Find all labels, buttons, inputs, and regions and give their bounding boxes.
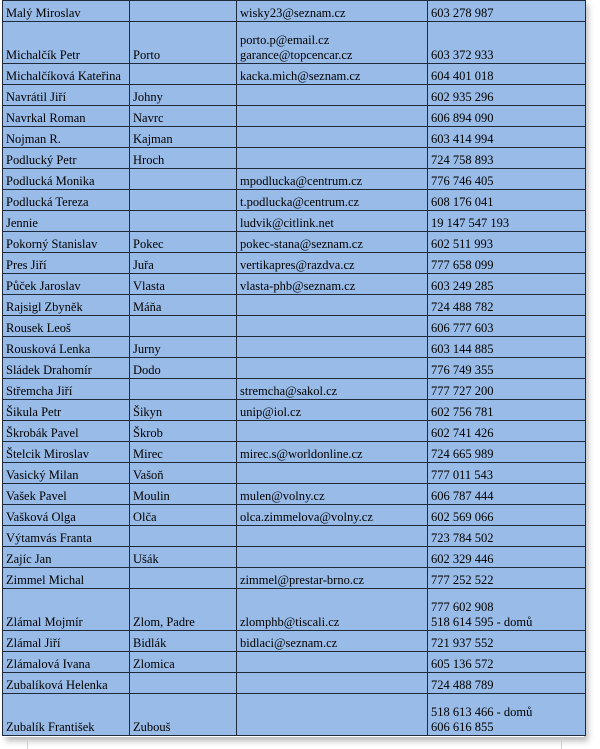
name-cell: Michalčík Petr <box>3 22 130 64</box>
phone-line: 19 147 547 193 <box>431 216 510 230</box>
email-cell <box>237 148 428 169</box>
name-cell: Malý Miroslav <box>3 1 130 22</box>
phone-cell <box>428 274 586 295</box>
phone-line: 606 616 855 <box>431 720 494 734</box>
name-cell: Vašková Olga <box>3 505 130 526</box>
phone-line: 518 614 595 - domů <box>431 615 533 629</box>
phone-line: 606 777 603 <box>431 321 494 335</box>
phone-cell <box>428 358 586 379</box>
table-row <box>3 190 586 211</box>
email-line: wisky23@seznam.cz <box>240 6 346 20</box>
name-cell: Pres Jiří <box>3 253 130 274</box>
email-cell <box>237 127 428 148</box>
email-line: garance@topcencar.cz <box>240 48 353 62</box>
phone-cell <box>428 148 586 169</box>
table-row <box>3 274 586 295</box>
name-cell: Zubalíková Helenka <box>3 673 130 694</box>
email-cell <box>237 106 428 127</box>
name-cell: Podlucká Tereza <box>3 190 130 211</box>
phone-line: 776 749 355 <box>431 363 494 377</box>
email-line: unip@iol.cz <box>240 405 302 419</box>
email-line: mirec.s@worldonline.cz <box>240 447 363 461</box>
table-row <box>3 547 586 568</box>
phone-line: 724 488 782 <box>431 300 494 314</box>
name-cell: Zubalík František <box>3 694 130 736</box>
phone-line: 518 613 466 - domů <box>431 705 533 719</box>
table-row <box>3 22 586 64</box>
email-cell <box>237 652 428 673</box>
phone-cell <box>428 253 586 274</box>
phone-cell <box>428 463 586 484</box>
email-cell <box>237 295 428 316</box>
nick-cell: Bidlák <box>130 631 237 652</box>
nick-cell <box>130 169 237 190</box>
name-cell: Sládek Drahomír <box>3 358 130 379</box>
phone-line: 724 665 989 <box>431 447 494 461</box>
phone-cell <box>428 484 586 505</box>
nick-cell: Zlom, Padre <box>130 589 237 631</box>
phone-cell <box>428 64 586 85</box>
phone-line: 724 758 893 <box>431 153 494 167</box>
table-row <box>3 358 586 379</box>
email-line: olca.zimmelova@volny.cz <box>240 510 373 524</box>
email-line: pokec-stana@seznam.cz <box>240 237 363 251</box>
phone-cell <box>428 442 586 463</box>
name-cell: Podlucká Monika <box>3 169 130 190</box>
table-row <box>3 673 586 694</box>
phone-line: 603 372 933 <box>431 48 494 62</box>
phone-cell <box>428 295 586 316</box>
name-cell: Navrátil Jiří <box>3 85 130 106</box>
phone-line: 605 136 572 <box>431 657 494 671</box>
phone-line: 603 144 885 <box>431 342 494 356</box>
nick-cell: Šikyn <box>130 400 237 421</box>
table-row <box>3 106 586 127</box>
table-row <box>3 379 586 400</box>
phone-line: 721 937 552 <box>431 636 494 650</box>
table-row <box>3 169 586 190</box>
email-line: kacka.mich@seznam.cz <box>240 69 361 83</box>
phone-cell <box>428 526 586 547</box>
nick-cell: Mirec <box>130 442 237 463</box>
email-cell <box>237 694 428 736</box>
nick-cell: Kajman <box>130 127 237 148</box>
name-cell: Michalčíková Kateřina <box>3 64 130 85</box>
name-cell: Pokorný Stanislav <box>3 232 130 253</box>
nick-cell <box>130 379 237 400</box>
table-row <box>3 253 586 274</box>
email-line: t.podlucka@centrum.cz <box>240 195 360 209</box>
email-cell <box>237 22 428 64</box>
email-cell <box>237 232 428 253</box>
table-row <box>3 400 586 421</box>
table-row <box>3 295 586 316</box>
email-cell <box>237 169 428 190</box>
name-cell: Jennie <box>3 211 130 232</box>
phone-cell <box>428 337 586 358</box>
phone-line: 606 787 444 <box>431 489 494 503</box>
nick-cell: Máňa <box>130 295 237 316</box>
nick-cell <box>130 1 237 22</box>
nick-cell: Zubouš <box>130 694 237 736</box>
email-cell <box>237 211 428 232</box>
phone-cell <box>428 589 586 631</box>
nick-cell: Dodo <box>130 358 237 379</box>
phone-cell <box>428 211 586 232</box>
email-cell <box>237 526 428 547</box>
phone-line: 724 488 789 <box>431 678 494 692</box>
name-cell: Půček Jaroslav <box>3 274 130 295</box>
phone-line: 723 784 502 <box>431 531 494 545</box>
table-row <box>3 526 586 547</box>
table-row <box>3 1 586 22</box>
nick-cell <box>130 211 237 232</box>
table-row <box>3 694 586 736</box>
phone-line: 602 935 296 <box>431 90 494 104</box>
phone-cell <box>428 232 586 253</box>
table-row <box>3 442 586 463</box>
email-line: vertikapres@razdva.cz <box>240 258 355 272</box>
phone-line: 602 329 446 <box>431 552 494 566</box>
table-row <box>3 316 586 337</box>
email-cell <box>237 358 428 379</box>
email-cell <box>237 673 428 694</box>
email-cell <box>237 85 428 106</box>
table-row <box>3 505 586 526</box>
nick-cell: Juřa <box>130 253 237 274</box>
table-row <box>3 232 586 253</box>
phone-cell <box>428 694 586 736</box>
nick-cell <box>130 568 237 589</box>
table-row <box>3 589 586 631</box>
nick-cell <box>130 316 237 337</box>
name-cell: Zajíc Jan <box>3 547 130 568</box>
name-cell: Škrobák Pavel <box>3 421 130 442</box>
phone-cell <box>428 421 586 442</box>
phone-cell <box>428 379 586 400</box>
phone-line: 608 176 041 <box>431 195 494 209</box>
email-cell <box>237 568 428 589</box>
name-cell: Zimmel Michal <box>3 568 130 589</box>
table-row <box>3 64 586 85</box>
email-cell <box>237 1 428 22</box>
name-cell: Zlámal Jiří <box>3 631 130 652</box>
email-cell <box>237 505 428 526</box>
email-cell <box>237 589 428 631</box>
nick-cell: Zlomica <box>130 652 237 673</box>
name-cell: Vašek Pavel <box>3 484 130 505</box>
table-row <box>3 568 586 589</box>
nick-cell <box>130 526 237 547</box>
name-cell: Výtamvás Franta <box>3 526 130 547</box>
email-line: ludvik@citlink.net <box>240 216 334 230</box>
email-cell <box>237 547 428 568</box>
nick-cell: Olča <box>130 505 237 526</box>
phone-line: 776 746 405 <box>431 174 494 188</box>
nick-cell: Jurny <box>130 337 237 358</box>
phone-cell <box>428 190 586 211</box>
phone-cell <box>428 1 586 22</box>
email-line: porto.p@email.cz <box>240 33 330 47</box>
phone-line: 777 252 522 <box>431 573 494 587</box>
email-cell <box>237 421 428 442</box>
email-cell <box>237 253 428 274</box>
email-line: mulen@volny.cz <box>240 489 325 503</box>
phone-cell <box>428 85 586 106</box>
name-cell: Rousek Leoš <box>3 316 130 337</box>
phone-line: 603 278 987 <box>431 6 494 20</box>
name-cell: Vasický Milan <box>3 463 130 484</box>
nick-cell: Moulin <box>130 484 237 505</box>
phone-line: 602 569 066 <box>431 510 494 524</box>
name-cell: Střemcha Jiří <box>3 379 130 400</box>
phone-cell <box>428 547 586 568</box>
email-cell <box>237 337 428 358</box>
nick-cell: Vlasta <box>130 274 237 295</box>
table-row <box>3 127 586 148</box>
email-line: vlasta-phb@seznam.cz <box>240 279 356 293</box>
name-cell: Rajsigl Zbyněk <box>3 295 130 316</box>
email-cell <box>237 64 428 85</box>
name-cell: Rousková Lenka <box>3 337 130 358</box>
nick-cell: Navrc <box>130 106 237 127</box>
phone-line: 777 011 543 <box>431 468 494 482</box>
phone-line: 604 401 018 <box>431 69 494 83</box>
table-row <box>3 85 586 106</box>
email-cell <box>237 442 428 463</box>
email-cell <box>237 274 428 295</box>
nick-cell: Vašoň <box>130 463 237 484</box>
email-cell <box>237 400 428 421</box>
phone-cell <box>428 127 586 148</box>
phone-line: 603 249 285 <box>431 279 494 293</box>
table-row <box>3 484 586 505</box>
phone-cell <box>428 673 586 694</box>
nick-cell: Porto <box>130 22 237 64</box>
page-guide-left <box>27 737 28 749</box>
email-cell <box>237 463 428 484</box>
email-cell <box>237 379 428 400</box>
table-row <box>3 631 586 652</box>
nick-cell <box>130 64 237 85</box>
page-guide-right <box>561 737 562 749</box>
email-cell <box>237 190 428 211</box>
email-line: bidlaci@seznam.cz <box>240 636 338 650</box>
phone-cell <box>428 22 586 64</box>
nick-cell: Škrob <box>130 421 237 442</box>
name-cell: Podlucký Petr <box>3 148 130 169</box>
table-row <box>3 421 586 442</box>
table-row <box>3 463 586 484</box>
phone-cell <box>428 400 586 421</box>
phone-line: 602 511 993 <box>431 237 494 251</box>
phone-line: 606 894 090 <box>431 111 494 125</box>
name-cell: Štelcik Miroslav <box>3 442 130 463</box>
email-cell <box>237 484 428 505</box>
nick-cell: Johny <box>130 85 237 106</box>
phone-cell <box>428 505 586 526</box>
phone-line: 603 414 994 <box>431 132 494 146</box>
table-row <box>3 652 586 673</box>
contacts-table <box>2 0 586 736</box>
phone-cell <box>428 316 586 337</box>
name-cell: Zlámalová Ivana <box>3 652 130 673</box>
document-page <box>2 0 584 737</box>
phone-cell <box>428 631 586 652</box>
phone-cell <box>428 106 586 127</box>
name-cell: Zlámal Mojmír <box>3 589 130 631</box>
email-line: mpodlucka@centrum.cz <box>240 174 363 188</box>
name-cell: Nojman R. <box>3 127 130 148</box>
phone-line: 777 658 099 <box>431 258 494 272</box>
phone-line: 777 602 908 <box>431 600 494 614</box>
name-cell: Navrkal Roman <box>3 106 130 127</box>
phone-line: 602 756 781 <box>431 405 494 419</box>
phone-cell <box>428 568 586 589</box>
email-cell <box>237 316 428 337</box>
nick-cell <box>130 673 237 694</box>
table-row <box>3 337 586 358</box>
nick-cell: Pokec <box>130 232 237 253</box>
email-line: zlomphb@tiscali.cz <box>240 615 340 629</box>
nick-cell: Hroch <box>130 148 237 169</box>
nick-cell: Ušák <box>130 547 237 568</box>
email-line: stremcha@sakol.cz <box>240 384 338 398</box>
nick-cell <box>130 190 237 211</box>
phone-line: 777 727 200 <box>431 384 494 398</box>
email-line: zimmel@prestar-brno.cz <box>240 573 365 587</box>
name-cell: Šikula Petr <box>3 400 130 421</box>
table-row <box>3 148 586 169</box>
table-row <box>3 211 586 232</box>
phone-cell <box>428 169 586 190</box>
phone-cell <box>428 652 586 673</box>
contacts-table-body <box>3 1 586 736</box>
phone-line: 602 741 426 <box>431 426 494 440</box>
email-cell <box>237 631 428 652</box>
